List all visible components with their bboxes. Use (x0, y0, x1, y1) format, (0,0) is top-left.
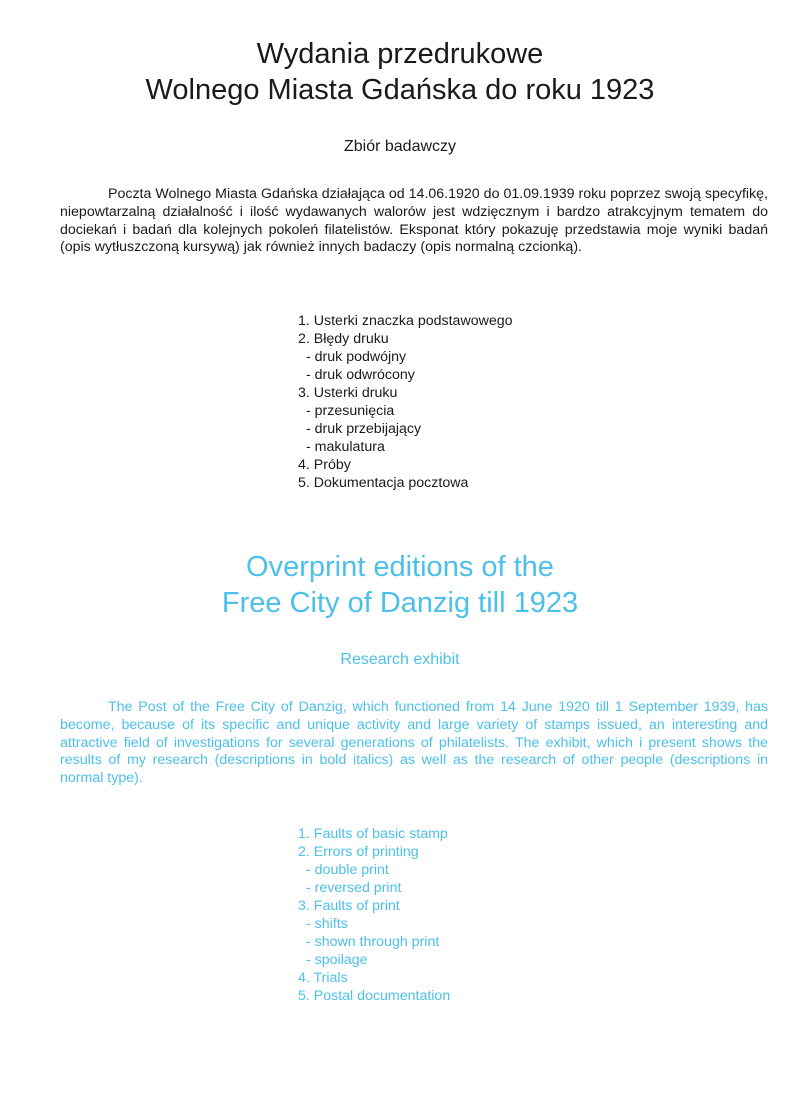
list-subitem: - shown through print (306, 934, 440, 950)
polish-intro-paragraph: Poczta Wolnego Miasta Gdańska działająca od 14.06.1920 do 01.09.1939 roku poprzez swoją specyfikę, niepowtarzalną działalność i ilość wydawanych walorów jest wdzięcznym i bardzo atrakcyjnym tematem do dociekań i badań dla kolejnych pokoleń filatelistów. Eksponat który pokazuję przedstawia moje wyniki badań (opis wytłuszczoną kursywą) jak również innych badaczy (opis normalną czcionką). (60, 186, 768, 256)
list-subitem: - shifts (306, 916, 348, 932)
list-subitem: - reversed print (306, 880, 402, 896)
polish-title (0, 36, 800, 108)
list-subitem: - druk odwrócony (306, 367, 415, 383)
list-item: 3. Faults of print (298, 898, 400, 914)
polish-contents-list (298, 312, 513, 492)
list-subitem: - druk podwójny (306, 349, 407, 365)
list-item: 4. Próby (298, 457, 351, 473)
list-item: 1. Faults of basic stamp (298, 826, 448, 842)
list-item: 2. Errors of printing (298, 844, 419, 860)
list-item: 5. Dokumentacja pocztowa (298, 475, 469, 491)
polish-title-line2: Wolnego Miasta Gdańska do roku 1923 (145, 74, 655, 106)
english-title-line2: Free City of Danzig till 1923 (221, 587, 579, 619)
polish-title-line1: Wydania przedrukowe (256, 38, 544, 70)
english-contents-list (298, 825, 450, 1005)
list-subitem: - makulatura (306, 439, 385, 455)
list-item: 2. Błędy druku (298, 331, 389, 347)
list-subitem: - przesunięcia (306, 403, 395, 419)
english-subtitle: Research exhibit (340, 651, 460, 668)
list-subitem: - spoilage (306, 952, 368, 968)
list-item: 4. Trials (298, 970, 348, 986)
english-title (0, 549, 800, 621)
list-subitem: - double print (306, 862, 389, 878)
list-item: 1. Usterki znaczka podstawowego (298, 313, 513, 329)
english-intro-paragraph: The Post of the Free City of Danzig, which functioned from 14 June 1920 till 1 September 1939, has become, because of its specific and unique activity and large variety of stamps issued, an interesting and attractive field of investigations for several generations of philatelists. The exhibit, which i present shows the results of my research (descriptions in bold italics) as well as the research of other people (descriptions in normal type). (60, 699, 768, 787)
english-title-line1: Overprint editions of the (246, 551, 554, 583)
list-item: 5. Postal documentation (298, 988, 451, 1004)
list-item: 3. Usterki druku (298, 385, 398, 401)
list-subitem: - druk przebijający (306, 421, 422, 437)
polish-subtitle: Zbiór badawczy (343, 138, 457, 155)
